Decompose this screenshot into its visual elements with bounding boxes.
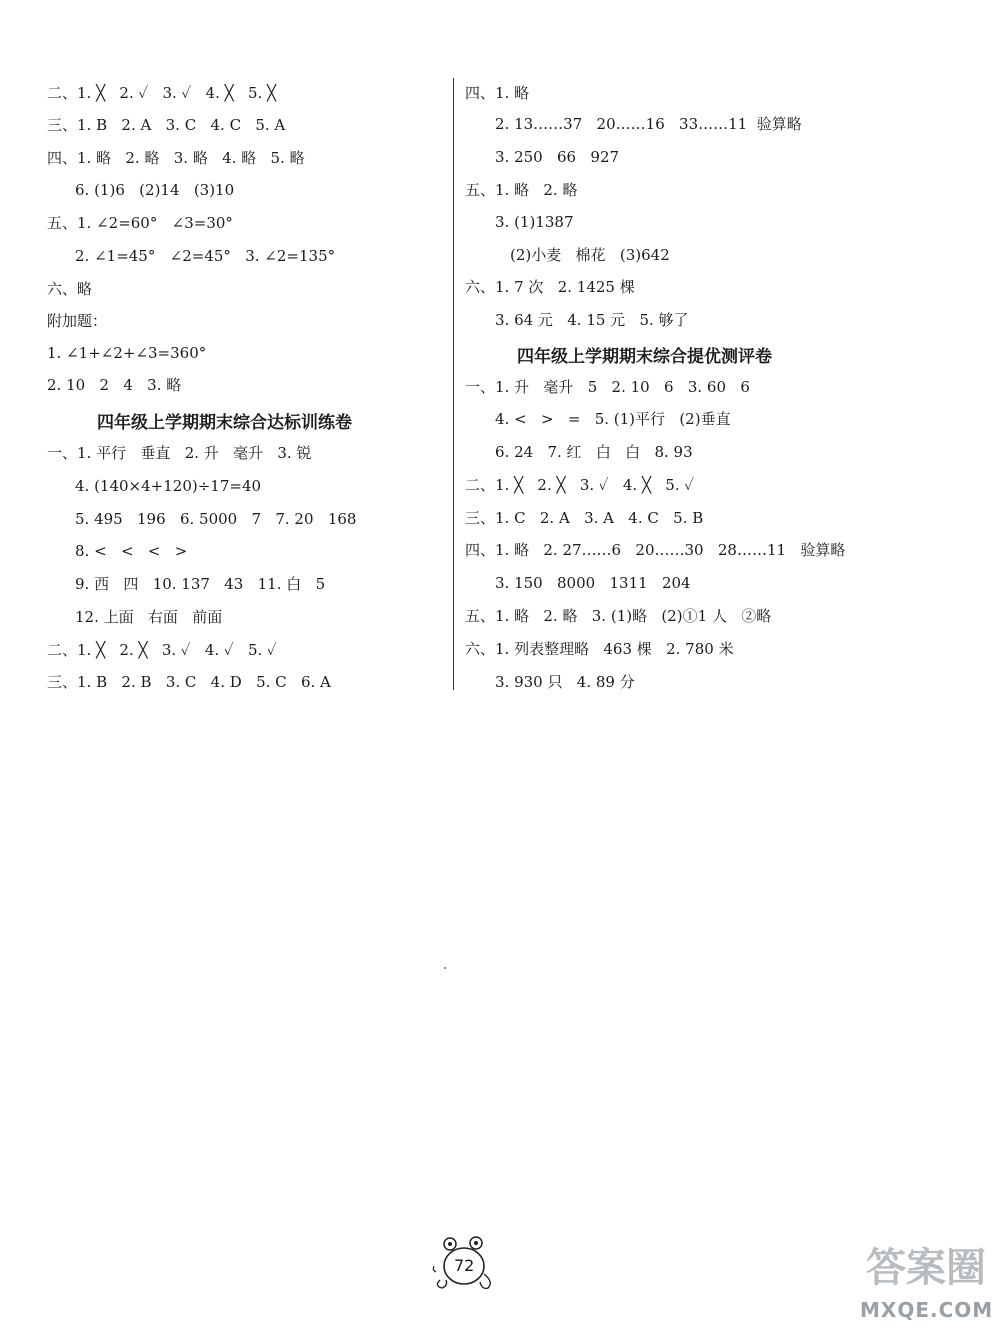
answer-line: 3. 250 66 927	[495, 148, 620, 166]
answer-line: 9. 西 四 10. 137 43 11. 白 5	[75, 575, 326, 593]
answer-line: (2)小麦 棉花 (3)642	[510, 246, 670, 264]
answer-line: 2. ∠1=45° ∠2=45° 3. ∠2=135°	[75, 247, 336, 265]
answer-line: 四、1. 略 2. 略 3. 略 4. 略 5. 略	[47, 149, 305, 167]
answer-line: 4. (140×4+120)÷17=40	[75, 477, 262, 495]
answer-line: 6. (1)6 (2)14 (3)10	[75, 181, 235, 199]
answer-line: 三、1. C 2. A 3. A 4. C 5. B	[465, 509, 704, 527]
answer-line: 五、1. ∠2=60° ∠3=30°	[47, 214, 233, 232]
watermark-site: MXQE.COM	[860, 1298, 994, 1322]
answer-line: 一、1. 升 毫升 5 2. 10 6 3. 60 6	[465, 378, 750, 396]
watermark-logo: 答案圈	[866, 1245, 986, 1291]
answer-line: 3. 930 只 4. 89 分	[495, 673, 635, 691]
answer-line: 附加题：	[47, 312, 108, 330]
answer-line: 二、1. ╳ 2. ✓ 3. ✓ 4. ╳ 5. ╳	[47, 84, 277, 102]
watermark	[860, 1236, 1000, 1336]
answer-line: 2. 10 2 4 3. 略	[47, 376, 182, 394]
answer-line: 4. < > = 5. (1)平行 (2)垂直	[495, 410, 731, 428]
page-number: 72	[454, 1256, 475, 1275]
column-divider	[453, 78, 454, 690]
section-title: 四年级上学期期末综合达标训练卷	[97, 413, 352, 433]
answer-line: 四、1. 略	[465, 84, 530, 102]
answer-line: 二、1. ╳ 2. ╳ 3. ✓ 4. ✓ 5. ✓	[47, 641, 277, 659]
answer-line: 5. 495 196 6. 5000 7 7. 20 168	[75, 510, 357, 528]
answer-line: 五、1. 略 2. 略 3. (1)略 (2)①1 人 ②略	[465, 607, 772, 625]
stray-dot	[444, 967, 446, 969]
answer-line: 3. 150 8000 1311 204	[495, 574, 691, 592]
answer-line: 三、1. B 2. A 3. C 4. C 5. A	[47, 116, 286, 134]
answer-line: 五、1. 略 2. 略	[465, 181, 578, 199]
answer-line: 2. 13……37 20……16 33……11 验算略	[495, 115, 802, 133]
answer-line: 一、1. 平行 垂直 2. 升 毫升 3. 锐	[47, 444, 312, 462]
page-number-badge	[432, 1232, 512, 1292]
answer-line: 3. 64 元 4. 15 元 5. 够了	[495, 311, 689, 329]
answer-line: 1. ∠1+∠2+∠3=360°	[47, 344, 207, 362]
answer-line: 三、1. B 2. B 3. C 4. D 5. C 6. A	[47, 673, 331, 691]
answer-line: 二、1. ╳ 2. ╳ 3. ✓ 4. ╳ 5. ✓	[465, 476, 695, 494]
answer-line: 四、1. 略 2. 27……6 20……30 28……11 验算略	[465, 541, 846, 559]
answer-line: 六、略	[47, 280, 93, 298]
answer-line: 8. < < < >	[75, 542, 188, 560]
answer-line: 六、1. 7 次 2. 1425 棵	[465, 278, 635, 296]
answer-line: 6. 24 7. 红 白 白 8. 93	[495, 443, 693, 461]
answer-line: 3. (1)1387	[495, 213, 574, 231]
answer-line: 12. 上面 右面 前面	[75, 608, 223, 626]
answer-line: 六、1. 列表整理略 463 棵 2. 780 米	[465, 640, 734, 658]
section-title: 四年级上学期期末综合提优测评卷	[517, 347, 772, 367]
